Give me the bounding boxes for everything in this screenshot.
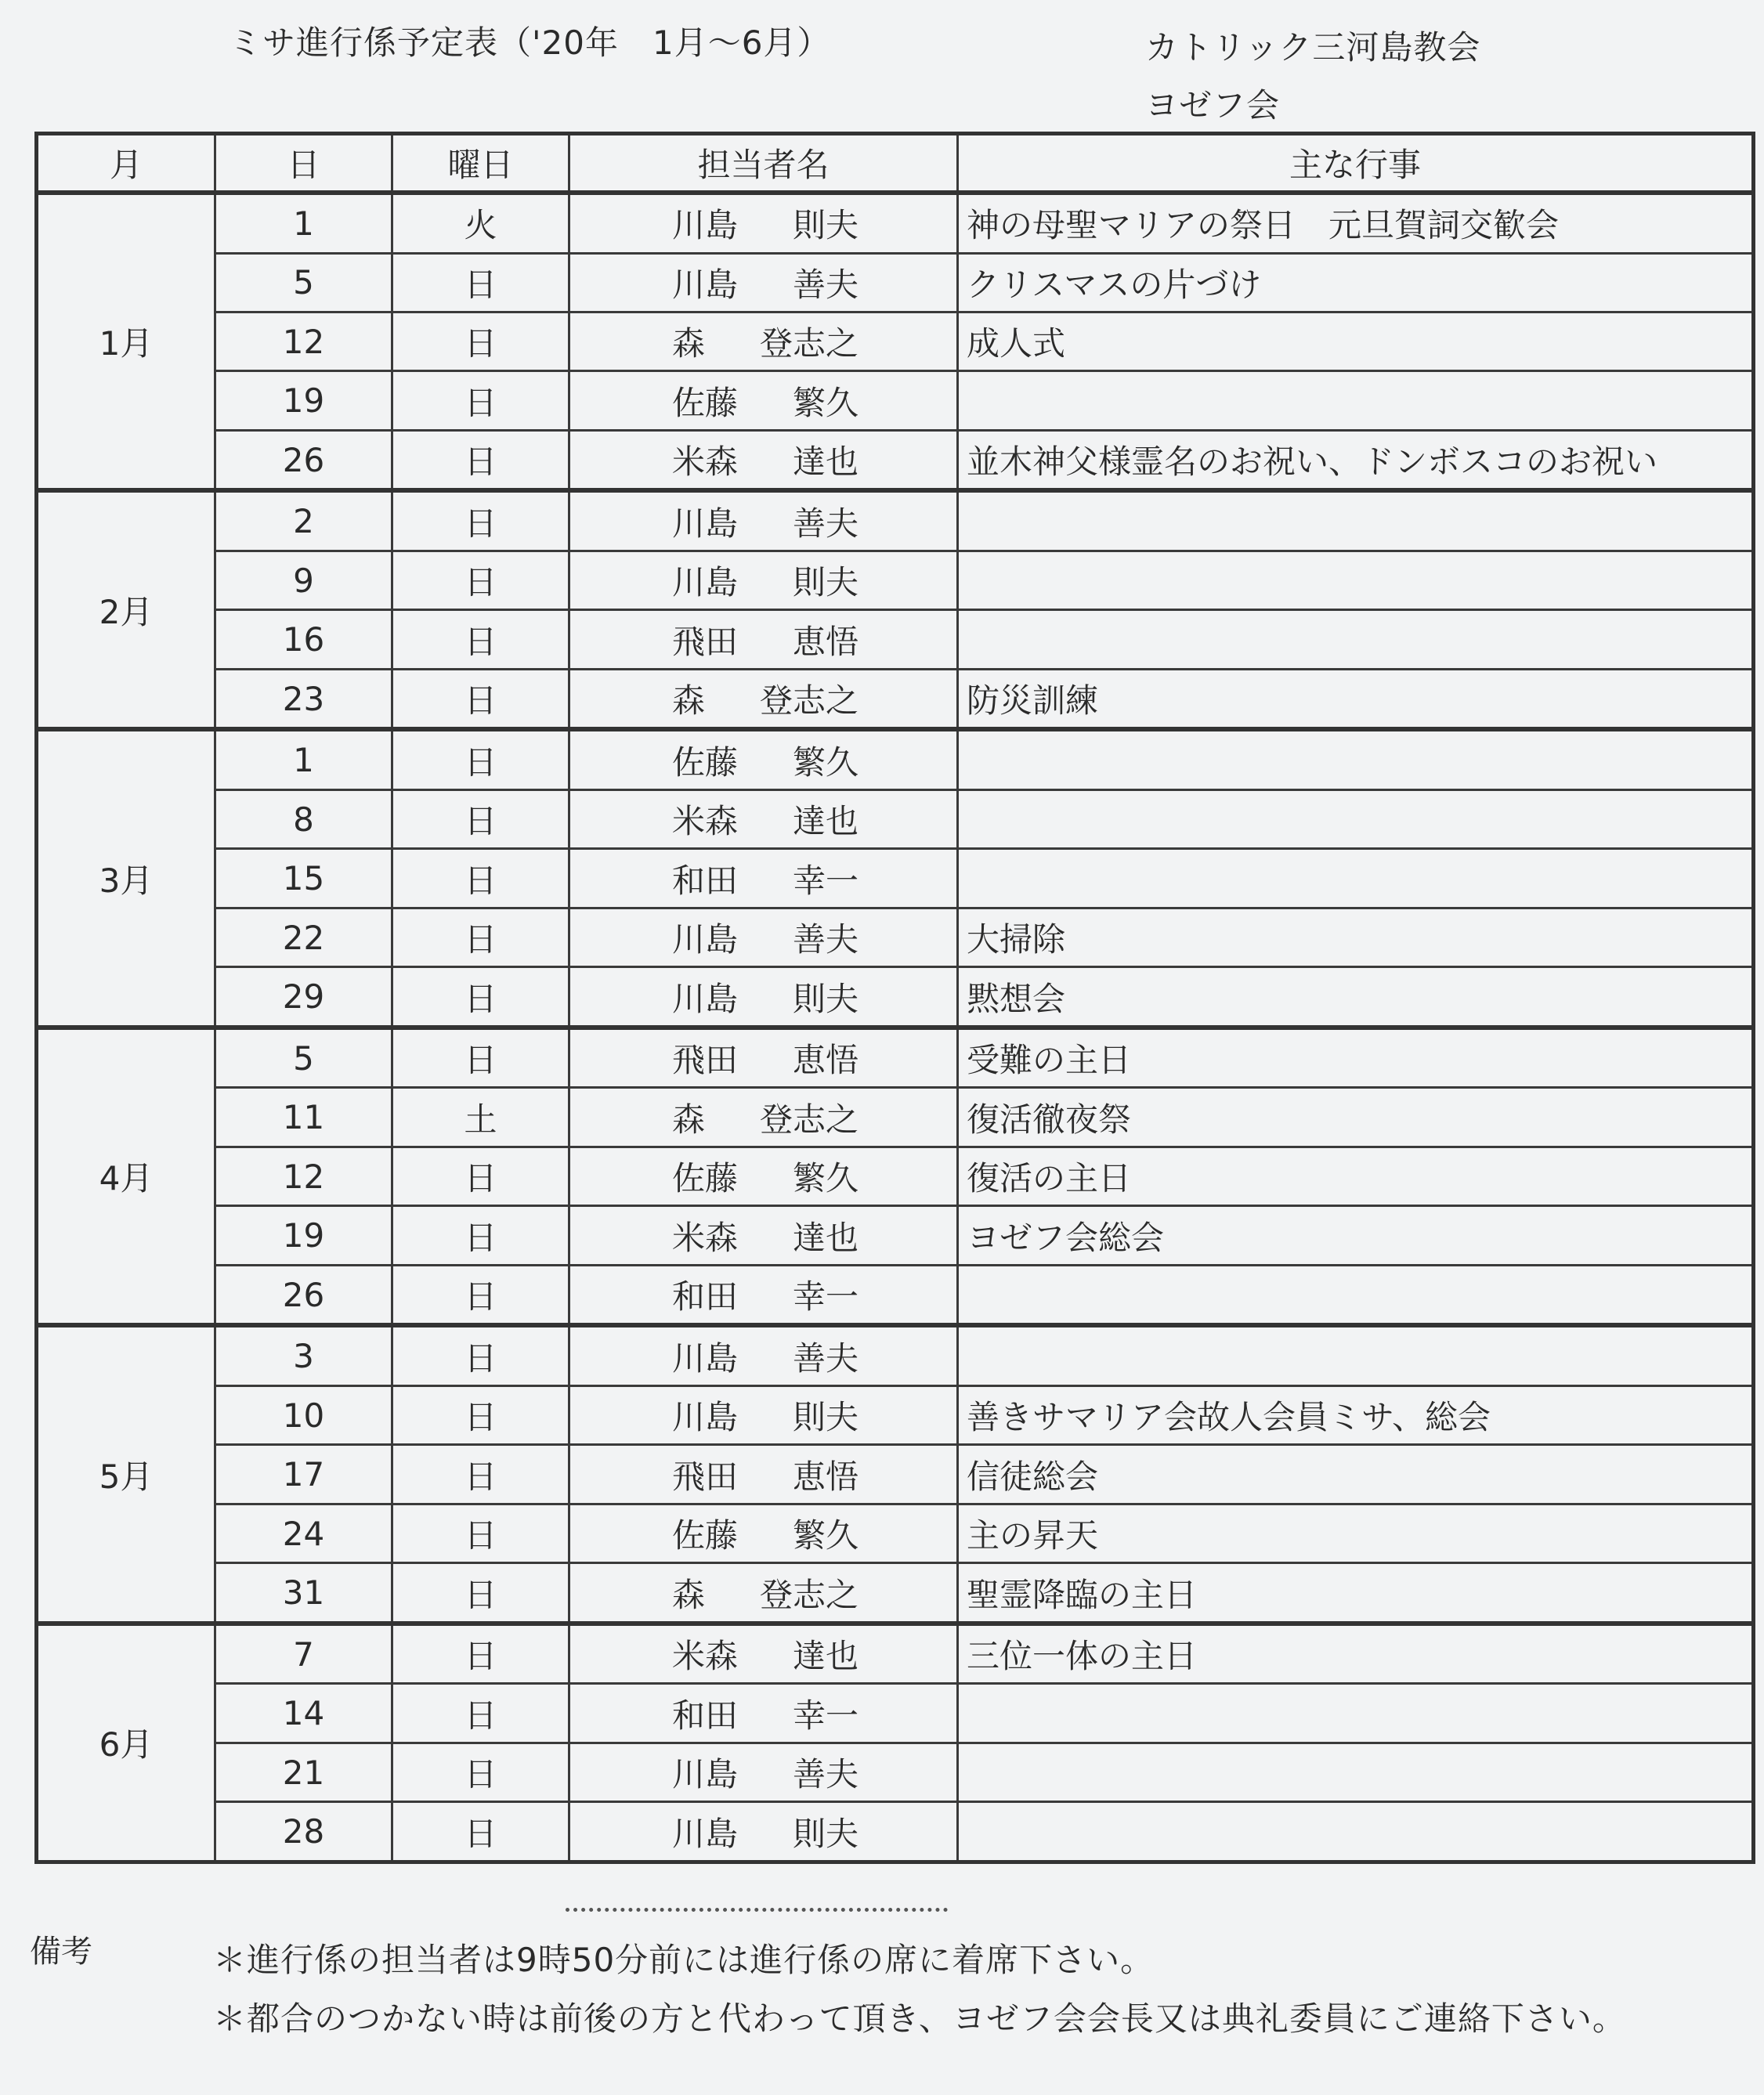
event-cell <box>958 371 1754 430</box>
person-cell <box>569 1265 958 1325</box>
notes-label: 備考 <box>30 1934 92 1970</box>
month-cell: 3月 <box>37 729 215 1027</box>
day-cell: 15 <box>215 849 392 908</box>
weekday-cell: 日 <box>392 551 569 609</box>
person-given-name: 繁久 <box>793 1159 859 1198</box>
person-given-name: 恵悟 <box>793 1041 859 1080</box>
weekday-cell: 日 <box>392 1385 569 1444</box>
day-cell: 26 <box>215 1265 392 1325</box>
person-given-name: 幸一 <box>793 1277 859 1317</box>
person-given-name: 善夫 <box>793 1338 859 1378</box>
weekday-cell: 日 <box>392 1325 569 1385</box>
person-surname: 川島 <box>672 206 739 245</box>
person-cell <box>569 1743 958 1801</box>
weekday-cell: 日 <box>392 908 569 966</box>
day-cell: 12 <box>215 1147 392 1205</box>
weekday-cell: 土 <box>392 1088 569 1147</box>
table-row <box>37 1147 1754 1205</box>
person-given-name: 則夫 <box>793 563 859 602</box>
table-row <box>37 610 1754 669</box>
day-cell: 29 <box>215 967 392 1028</box>
weekday-cell: 日 <box>392 1684 569 1743</box>
event-cell <box>958 729 1754 789</box>
person-cell <box>569 1028 958 1088</box>
column-header-month: 月 <box>37 134 215 193</box>
person-cell <box>569 371 958 430</box>
person-given-name: 則夫 <box>793 1398 859 1437</box>
table-row <box>37 1624 1754 1684</box>
table-row <box>37 1265 1754 1325</box>
event-cell <box>958 789 1754 848</box>
day-cell: 23 <box>215 669 392 729</box>
weekday-cell: 日 <box>392 312 569 370</box>
event-cell: 復活徹夜祭 <box>958 1088 1754 1147</box>
event-cell: 主の昇天 <box>958 1504 1754 1562</box>
table-row <box>37 849 1754 908</box>
person-cell <box>569 1385 958 1444</box>
event-cell: ヨゼフ会総会 <box>958 1206 1754 1265</box>
month-cell: 6月 <box>37 1624 215 1862</box>
person-surname: 佐藤 <box>672 1159 739 1198</box>
day-cell: 1 <box>215 193 392 253</box>
day-cell: 8 <box>215 789 392 848</box>
day-cell: 19 <box>215 1206 392 1265</box>
person-given-name: 繁久 <box>793 1516 859 1555</box>
person-surname: 米森 <box>672 802 739 841</box>
person-cell <box>569 490 958 551</box>
table-row <box>37 193 1754 253</box>
person-surname: 川島 <box>672 1755 739 1793</box>
person-given-name: 恵悟 <box>793 1457 859 1496</box>
weekday-cell: 日 <box>392 1147 569 1205</box>
person-surname: 和田 <box>672 1696 739 1735</box>
page-title: ミサ進行係予定表（'20年 1月～6月） <box>229 23 831 62</box>
table-row <box>37 253 1754 312</box>
person-cell <box>569 669 958 729</box>
person-given-name: 登志之 <box>760 324 859 363</box>
table-row <box>37 1563 1754 1624</box>
event-cell <box>958 490 1754 551</box>
person-cell <box>569 1147 958 1205</box>
person-cell <box>569 1624 958 1684</box>
day-cell: 16 <box>215 610 392 669</box>
month-cell: 5月 <box>37 1325 215 1623</box>
note-item: ＊都合のつかない時は前後の方と代わって頂き、ヨゼフ会会長又は典礼委員にご連絡下さい。 <box>213 1999 1626 2038</box>
weekday-cell: 日 <box>392 490 569 551</box>
group-name: ヨゼフ会 <box>1145 86 1281 125</box>
person-cell <box>569 193 958 253</box>
person-surname: 森 <box>672 681 706 721</box>
column-header-event: 主な行事 <box>958 134 1754 193</box>
event-cell: 成人式 <box>958 312 1754 370</box>
day-cell: 3 <box>215 1325 392 1385</box>
table-row <box>37 669 1754 729</box>
weekday-cell: 日 <box>392 253 569 312</box>
event-cell <box>958 1265 1754 1325</box>
table-row <box>37 1802 1754 1862</box>
person-given-name: 善夫 <box>793 1755 859 1793</box>
weekday-cell: 日 <box>392 610 569 669</box>
person-cell <box>569 1563 958 1624</box>
person-surname: 川島 <box>672 979 739 1018</box>
person-surname: 森 <box>672 324 706 363</box>
weekday-cell: 日 <box>392 1802 569 1862</box>
person-surname: 森 <box>672 1100 706 1139</box>
person-cell <box>569 789 958 848</box>
weekday-cell: 日 <box>392 1504 569 1562</box>
event-cell: 防災訓練 <box>958 669 1754 729</box>
weekday-cell: 日 <box>392 967 569 1028</box>
person-surname: 佐藤 <box>672 383 739 422</box>
weekday-cell: 日 <box>392 849 569 908</box>
event-cell <box>958 1684 1754 1743</box>
person-given-name: 繁久 <box>793 742 859 782</box>
person-given-name: 登志之 <box>760 1575 859 1614</box>
event-cell <box>958 849 1754 908</box>
event-cell: 黙想会 <box>958 967 1754 1028</box>
event-cell: クリスマスの片づけ <box>958 253 1754 312</box>
person-cell <box>569 967 958 1028</box>
day-cell: 17 <box>215 1445 392 1504</box>
weekday-cell: 日 <box>392 1624 569 1684</box>
table-row <box>37 967 1754 1028</box>
person-surname: 飛田 <box>672 622 739 661</box>
person-given-name: 恵悟 <box>793 622 859 661</box>
event-cell: 信徒総会 <box>958 1445 1754 1504</box>
table-row <box>37 1206 1754 1265</box>
person-surname: 和田 <box>672 861 739 900</box>
person-cell <box>569 1445 958 1504</box>
day-cell: 5 <box>215 1028 392 1088</box>
day-cell: 14 <box>215 1684 392 1743</box>
person-surname: 森 <box>672 1575 706 1614</box>
day-cell: 31 <box>215 1563 392 1624</box>
person-cell <box>569 729 958 789</box>
schedule-body <box>37 193 1754 1862</box>
table-row <box>37 1504 1754 1562</box>
event-cell: 復活の主日 <box>958 1147 1754 1205</box>
person-surname: 米森 <box>672 442 739 482</box>
person-surname: 川島 <box>672 1398 739 1437</box>
person-surname: 米森 <box>672 1637 739 1676</box>
person-cell <box>569 1206 958 1265</box>
person-surname: 川島 <box>672 265 739 304</box>
day-cell: 24 <box>215 1504 392 1562</box>
person-given-name: 繁久 <box>793 383 859 422</box>
dotted-underline <box>566 1908 948 1912</box>
event-cell: 受難の主日 <box>958 1028 1754 1088</box>
person-given-name: 達也 <box>793 802 859 841</box>
event-cell: 並木神父様霊名のお祝い、ドンボスコのお祝い <box>958 430 1754 490</box>
person-given-name: 幸一 <box>793 861 859 900</box>
person-surname: 和田 <box>672 1277 739 1317</box>
church-name: カトリック三河島教会 <box>1145 28 1481 67</box>
day-cell: 22 <box>215 908 392 966</box>
column-header-day: 日 <box>215 134 392 193</box>
weekday-cell: 日 <box>392 430 569 490</box>
person-cell <box>569 312 958 370</box>
table-row <box>37 1028 1754 1088</box>
event-cell <box>958 1325 1754 1385</box>
day-cell: 5 <box>215 253 392 312</box>
day-cell: 26 <box>215 430 392 490</box>
event-cell <box>958 551 1754 609</box>
weekday-cell: 日 <box>392 789 569 848</box>
person-cell <box>569 1802 958 1862</box>
event-cell: 大掃除 <box>958 908 1754 966</box>
person-cell <box>569 1088 958 1147</box>
person-cell <box>569 849 958 908</box>
weekday-cell: 日 <box>392 1265 569 1325</box>
person-given-name: 善夫 <box>793 920 859 959</box>
person-surname: 佐藤 <box>672 742 739 782</box>
person-surname: 川島 <box>672 1338 739 1378</box>
day-cell: 21 <box>215 1743 392 1801</box>
month-cell: 4月 <box>37 1028 215 1325</box>
person-given-name: 則夫 <box>793 1814 859 1853</box>
person-given-name: 善夫 <box>793 504 859 543</box>
day-cell: 7 <box>215 1624 392 1684</box>
person-cell <box>569 551 958 609</box>
weekday-cell: 日 <box>392 371 569 430</box>
event-cell: 聖霊降臨の主日 <box>958 1563 1754 1624</box>
person-given-name: 幸一 <box>793 1696 859 1735</box>
event-cell <box>958 1802 1754 1862</box>
person-surname: 飛田 <box>672 1041 739 1080</box>
person-cell <box>569 430 958 490</box>
day-cell: 9 <box>215 551 392 609</box>
table-row <box>37 430 1754 490</box>
weekday-cell: 日 <box>392 1445 569 1504</box>
person-given-name: 善夫 <box>793 265 859 304</box>
table-row <box>37 551 1754 609</box>
day-cell: 19 <box>215 371 392 430</box>
day-cell: 10 <box>215 1385 392 1444</box>
column-header-weekday: 曜日 <box>392 134 569 193</box>
event-cell: 善きサマリア会故人会員ミサ、総会 <box>958 1385 1754 1444</box>
person-surname: 川島 <box>672 563 739 602</box>
table-row <box>37 312 1754 370</box>
person-surname: 川島 <box>672 1814 739 1853</box>
person-cell <box>569 253 958 312</box>
month-cell: 2月 <box>37 490 215 729</box>
person-given-name: 則夫 <box>793 206 859 245</box>
column-header-person: 担当者名 <box>569 134 958 193</box>
event-cell <box>958 1743 1754 1801</box>
table-row <box>37 371 1754 430</box>
table-row <box>37 789 1754 848</box>
table-row <box>37 1385 1754 1444</box>
table-row <box>37 1743 1754 1801</box>
table-row <box>37 908 1754 966</box>
person-cell <box>569 610 958 669</box>
person-cell <box>569 908 958 966</box>
event-cell: 三位一体の主日 <box>958 1624 1754 1684</box>
person-surname: 川島 <box>672 920 739 959</box>
person-surname: 川島 <box>672 504 739 543</box>
table-row <box>37 1684 1754 1743</box>
day-cell: 11 <box>215 1088 392 1147</box>
table-row <box>37 490 1754 551</box>
day-cell: 1 <box>215 729 392 789</box>
table-row <box>37 1088 1754 1147</box>
table-row <box>37 729 1754 789</box>
table-header-row <box>37 134 1754 193</box>
person-cell <box>569 1325 958 1385</box>
person-surname: 米森 <box>672 1218 739 1257</box>
person-given-name: 登志之 <box>760 681 859 721</box>
weekday-cell: 日 <box>392 1563 569 1624</box>
weekday-cell: 日 <box>392 1743 569 1801</box>
event-cell: 神の母聖マリアの祭日 元旦賀詞交歓会 <box>958 193 1754 253</box>
person-surname: 佐藤 <box>672 1516 739 1555</box>
table-row <box>37 1325 1754 1385</box>
person-given-name: 登志之 <box>760 1100 859 1139</box>
weekday-cell: 日 <box>392 669 569 729</box>
schedule-table <box>34 132 1755 1864</box>
weekday-cell: 日 <box>392 1206 569 1265</box>
person-given-name: 達也 <box>793 442 859 482</box>
weekday-cell: 火 <box>392 193 569 253</box>
table-row <box>37 1445 1754 1504</box>
weekday-cell: 日 <box>392 1028 569 1088</box>
person-given-name: 達也 <box>793 1218 859 1257</box>
person-given-name: 則夫 <box>793 979 859 1018</box>
month-cell: 1月 <box>37 193 215 490</box>
person-surname: 飛田 <box>672 1457 739 1496</box>
weekday-cell: 日 <box>392 729 569 789</box>
day-cell: 2 <box>215 490 392 551</box>
person-given-name: 達也 <box>793 1637 859 1676</box>
day-cell: 28 <box>215 1802 392 1862</box>
event-cell <box>958 610 1754 669</box>
note-item: ＊進行係の担当者は9時50分前には進行係の席に着席下さい。 <box>213 1941 1155 1979</box>
person-cell <box>569 1684 958 1743</box>
day-cell: 12 <box>215 312 392 370</box>
person-cell <box>569 1504 958 1562</box>
